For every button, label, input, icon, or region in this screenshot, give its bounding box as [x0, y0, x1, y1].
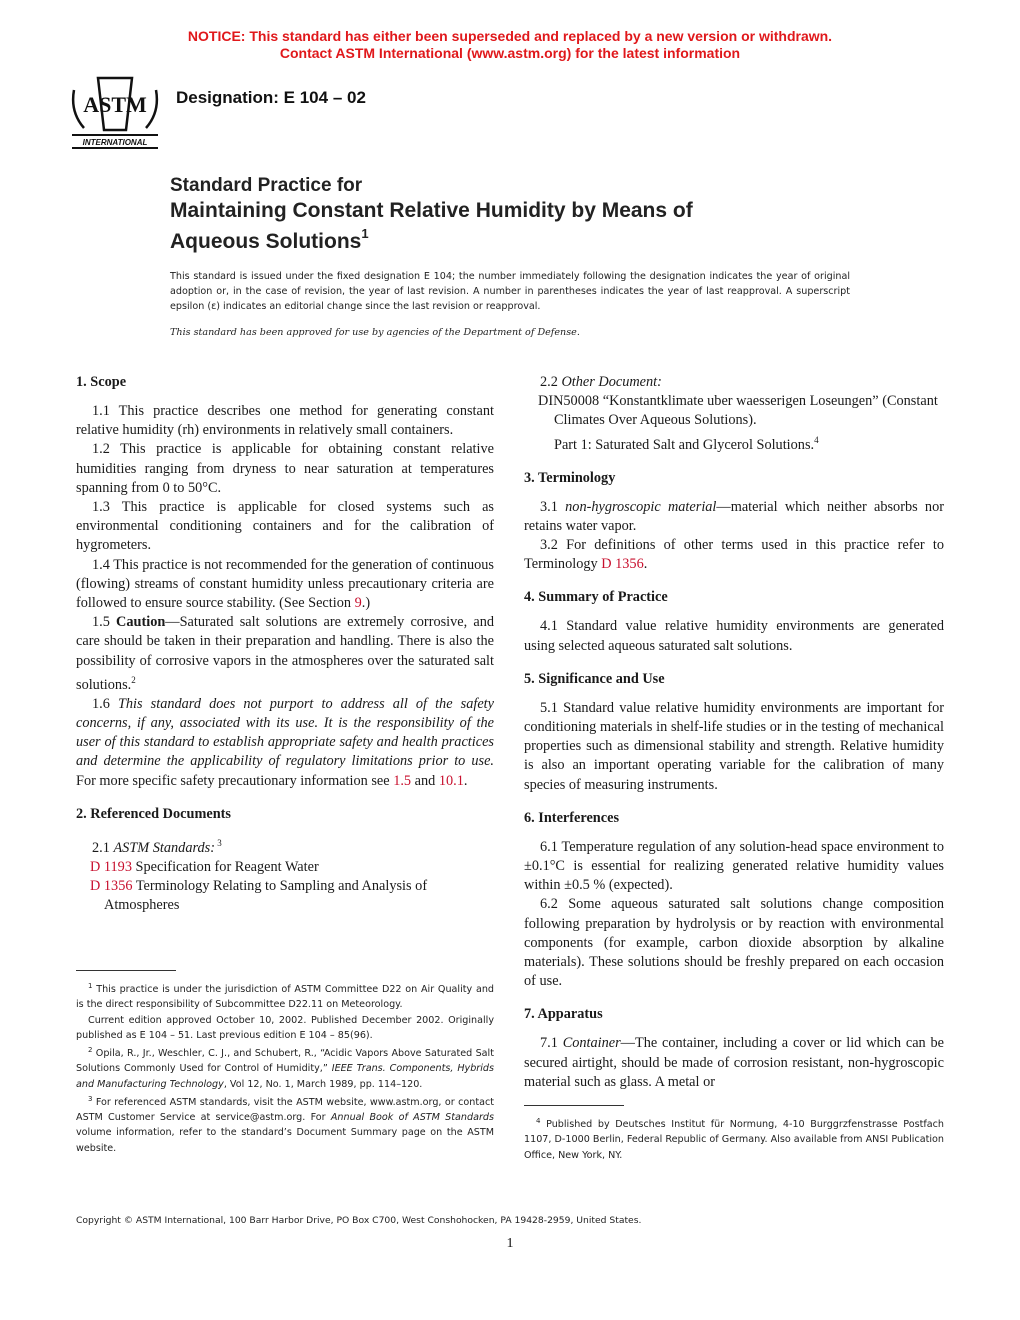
footnote-1-text: This practice is under the jurisdiction of ASTM Committee D22 on Air Quality and is the direct responsibility of Subcommittee D22.11 on Meteorology. [76, 984, 494, 1011]
designation: Designation: E 104 – 02 [176, 88, 366, 107]
title-footnote-mark: 1 [361, 226, 369, 241]
left-column [76, 373, 494, 915]
paragraph-6-1: 6.1 Temperature regulation of any solution-head space environment to ±0.1°C is essential for realizing generated relative humidity values within ±0.5 % (expected). [524, 838, 944, 894]
paragraph-6-2: 6.2 Some aqueous saturated salt solutions change composition following preparation by hydrolysis or by reaction with environmental components (for example, carbon dioxide absorption by alkaline materials). These solutions should be freshly prepared on each occasion of use. [524, 896, 944, 990]
reference-d1193 [76, 858, 494, 877]
paragraph-1-6 [76, 695, 494, 791]
paragraph-4-1: 4.1 Standard value relative humidity environments are generated using selected aqueous saturated salt solutions. [524, 618, 944, 654]
footnotes-right [524, 1105, 944, 1163]
paragraph-1-5 [76, 613, 494, 695]
paragraph-7-1-num: 7.1 [540, 1035, 563, 1052]
paragraph-1-6-end: . [463, 772, 468, 789]
paragraph-3-1-num: 3.1 [540, 498, 566, 515]
footnote-3-book: Annual Book of ASTM Standards [330, 1112, 494, 1124]
other-document-label: Other Document: [561, 374, 662, 390]
paragraph-1-5-text: —Saturated salt solutions are extremely corrosive, and care should be taken in their preparation and handling. There is also the possibility of corrosive vapors in the atmospheres over the saturated salt solutions. [76, 614, 494, 693]
section-10-1-link[interactable]: 10.1 [438, 772, 464, 789]
term-container: Container [562, 1035, 621, 1052]
d1356-title: Terminology Relating to Sampling and Analysis of Atmospheres [104, 878, 428, 914]
footnote-4 [524, 1114, 944, 1163]
footnote-mark-4: 4 [814, 434, 819, 445]
paragraph-1-3: 1.3 This practice is applicable for closed systems such as environmental conditioning containers and for the calibration of hygrometers. [76, 499, 494, 554]
footnote-1 [76, 979, 494, 1013]
paragraph-1-5-num: 1.5 [92, 614, 117, 631]
logo-letters: ASTM [83, 92, 147, 117]
issuance-note: This standard is issued under the fixed designation E 104; the number immediately following the designation indicates the year of original adoption or, in the case of revision, the year of last revision. A number in parentheses indicates the year of last reapproval. A superscript epsilon (ε) indicates an editorial change since the last revision or reapproval. [170, 271, 850, 313]
footnotes-left [76, 970, 494, 1156]
caution-label: Caution [116, 614, 166, 631]
section-heading-interferences: 6. Interferences [524, 809, 620, 826]
footnote-4-text: Published by Deutsches Institut für Normung, 4-10 Burggrzfenstrasse Postfach 1107, D-1000 Berlin, Federal Republic of Germany. Also available from ANSI Publication Office, New York, NY. [524, 1119, 944, 1161]
section-heading-significance: 5. Significance and Use [524, 670, 665, 687]
paragraph-2-1 [76, 834, 494, 858]
section-1-5-link[interactable]: 1.5 [393, 772, 412, 789]
footnote-2-journal: IEEE Trans. Components, Hybrids and Manufacturing Technology [76, 1063, 495, 1090]
paragraph-3-1-text: —material which neither absorbs nor retains water vapor. [524, 498, 944, 534]
paragraph-1-4-text: 1.4 This practice is not recommended for the generation of continuous (flowing) streams of constant humidity unless precautionary criteria are followed to ensure source stability. (See Section [76, 556, 494, 612]
paragraph-1-6-text: For more specific safety precautionary information see [76, 772, 394, 789]
title-line-3-text: Aqueous Solutions [170, 230, 362, 253]
footnote-1-edition: Current edition approved October 10, 2002. Published December 2002. Originally published as E 104 – 51. Last previous edition E 104 – 85(96). [76, 1014, 494, 1041]
paragraph-3-1 [524, 498, 944, 536]
copyright-line: Copyright © ASTM International, 100 Barr Harbor Drive, PO Box C700, West Conshohocken, PA 19428-2959, United States. [76, 1215, 642, 1226]
title-line-1: Standard Practice for [170, 175, 363, 196]
reference-din50008: DIN50008 “Konstantklimate uber waesserigen Loseungen” (Constant Climates Over Aqueous Solutions). [538, 393, 938, 429]
paragraph-1-2: 1.2 This practice is applicable for obtaining constant relative humidities ranging from dryness to near saturation at temperatures spanning from 0 to 50°C. [76, 441, 494, 496]
d1193-link[interactable]: D 1193 [90, 858, 132, 875]
logo-subtitle: INTERNATIONAL [82, 138, 148, 147]
footnote-3-text: For referenced ASTM standards, visit the ASTM website, www.astm.org, or contact ASTM Customer Service at service@astm.org. For [76, 1096, 494, 1124]
astm-logo-icon [68, 72, 162, 152]
footnote-2-text: Opila, R., Jr., Weschler, C. J., and Schubert, R., “Acidic Vapors Above Saturated Salt Solutions Commonly Used for Control of Humidity,” [76, 1048, 494, 1075]
section-heading-summary: 4. Summary of Practice [524, 589, 668, 606]
footnote-3 [76, 1092, 494, 1156]
paragraph-3-2-end: . [643, 556, 648, 573]
din-part-1-text: Part 1: Saturated Salt and Glycerol Solutions. [554, 436, 815, 453]
section-heading-referenced-documents: 2. Referenced Documents [76, 805, 231, 822]
notice-line-2: Contact ASTM International (www.astm.org) for the latest information [279, 45, 741, 61]
footnote-mark-3: 3 [215, 837, 222, 848]
paragraph-1-4-end: .) [361, 595, 371, 612]
footnote-2-end: , Vol 12, No. 1, March 1989, pp. 114–120. [223, 1078, 423, 1090]
approval-note: This standard has been approved for use by agencies of the Department of Defense. [170, 327, 580, 338]
title-line-3 [170, 223, 870, 254]
page-number: 1 [506, 1236, 514, 1251]
notice-line-1: NOTICE: This standard has either been superseded and replaced by a new version or withdrawn. [187, 28, 833, 44]
title-line-2: Maintaining Constant Relative Humidity by Means of [170, 199, 693, 222]
footnote-1-mark: 1 [88, 982, 93, 990]
section-heading-scope: 1. Scope [76, 374, 127, 390]
reference-d1356 [76, 877, 494, 915]
paragraph-2-2-num: 2.2 [540, 374, 562, 390]
paragraph-2-1-num: 2.1 [92, 839, 114, 856]
footnote-3-mark: 3 [88, 1094, 93, 1103]
right-column [524, 373, 944, 1092]
paragraph-7-1 [524, 1034, 944, 1092]
paragraph-1-6-num: 1.6 [92, 695, 118, 712]
footnote-3-end: volume information, refer to the standard’s Document Summary page on the ASTM website. [76, 1127, 494, 1154]
paragraph-3-2 [524, 536, 944, 574]
paragraph-5-1: 5.1 Standard value relative humidity environments are important for conditioning materials in shelf-life studies or in the testing of mechanical properties such as dimensional stability and strength. Relative humidity is also an important operating variable for the calibration of many species of measuring instruments. [524, 699, 944, 793]
paragraph-1-1: 1.1 This practice describes one method for generating constant relative humidity (rh) environments in relatively small containers. [76, 403, 494, 439]
paragraph-2-2 [524, 373, 944, 392]
paragraph-7-1-text: —The container, including a cover or lid which can be secured airtight, should be made of corrosion resistant, non-hygroscopic material such as glass. A metal or [524, 1035, 944, 1090]
document-title [170, 174, 870, 254]
reference-din-part-1 [524, 431, 944, 455]
notice-banner [0, 28, 1020, 62]
d1356-link[interactable]: D 1356 [90, 878, 133, 894]
paragraph-3-2-text: 3.2 For definitions of other terms used in this practice refer to Terminology [524, 536, 944, 573]
safety-statement: This standard does not purport to address all of the safety concerns, if any, associated with its use. It is the responsibility of the user of this standard to establish appropriate safety and health practices and determine the applicability of regulatory limitations prior to use. [76, 695, 494, 770]
footnote-4-mark: 4 [536, 1117, 541, 1125]
footnote-mark-2: 2 [131, 674, 136, 685]
d1193-title: Specification for Reagent Water [131, 858, 319, 875]
paragraph-1-4 [76, 556, 494, 614]
section-9-link[interactable]: 9 [354, 595, 362, 612]
section-heading-terminology: 3. Terminology [524, 469, 616, 486]
footnote-2-mark: 2 [88, 1046, 93, 1054]
astm-standards-label: ASTM Standards: [113, 839, 215, 856]
term-non-hygroscopic: non-hygroscopic material [565, 498, 717, 515]
terminology-d1356-link[interactable]: D 1356 [601, 556, 644, 573]
paragraph-1-6-and: and [411, 772, 439, 789]
section-heading-apparatus: 7. Apparatus [524, 1006, 603, 1023]
footnote-2 [76, 1043, 494, 1092]
